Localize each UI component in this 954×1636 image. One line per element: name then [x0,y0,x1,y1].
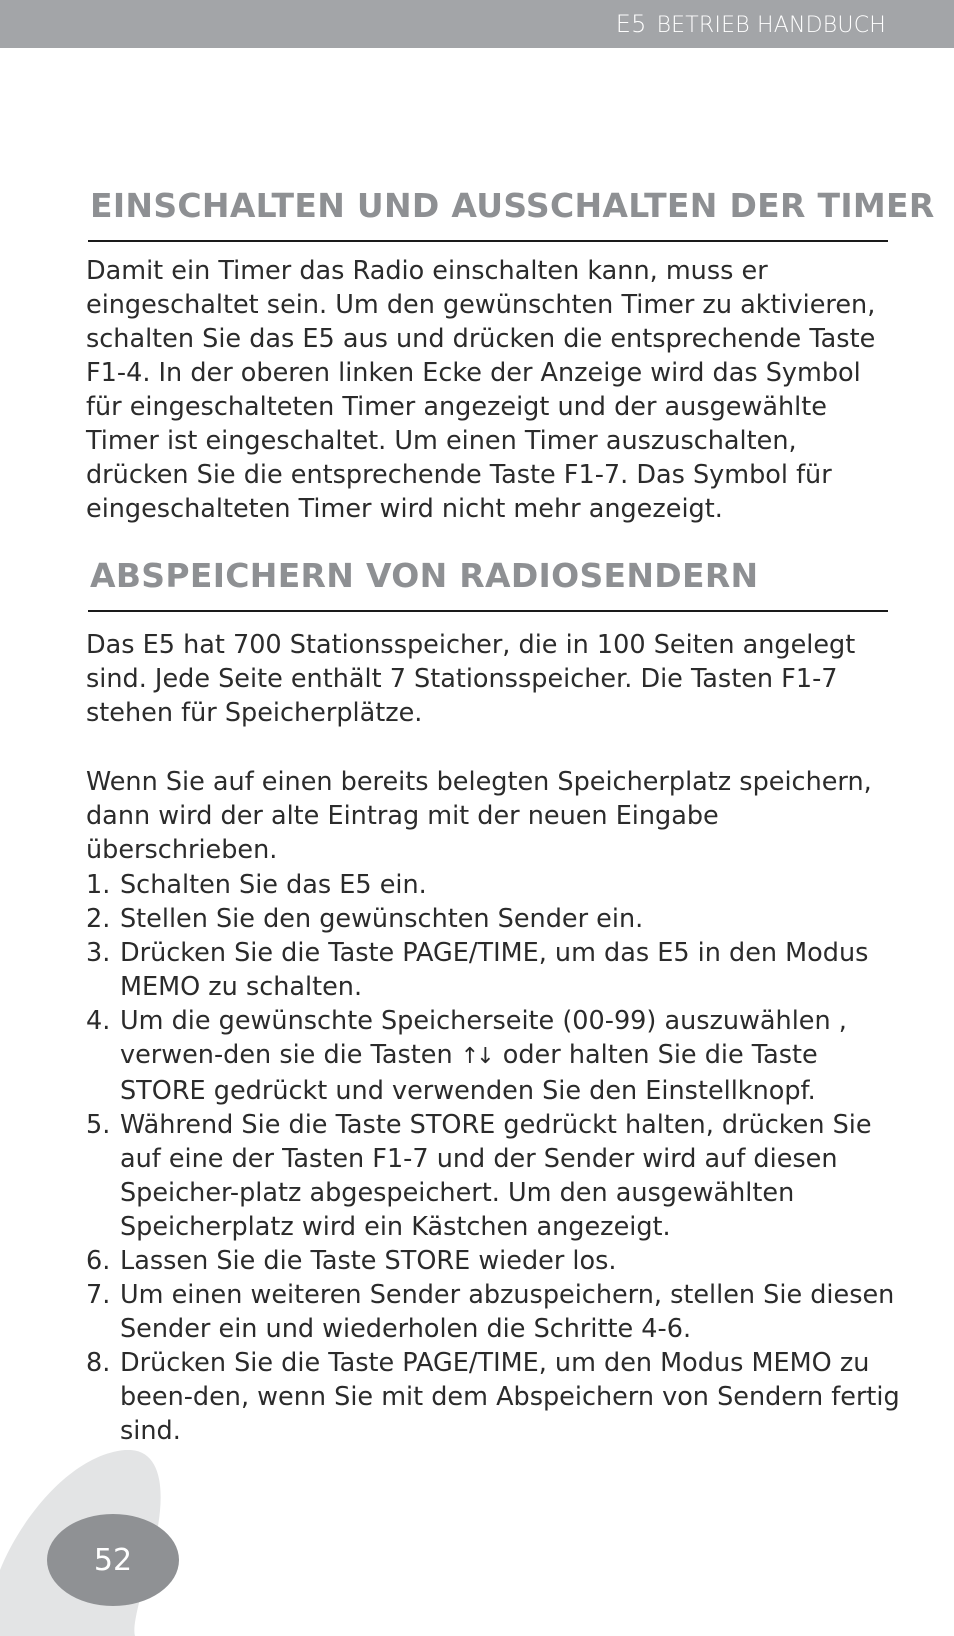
list-item: 4. Um die gewünschte Speicherseite (00-99) auszuwählen , verwen-den sie die Tasten ↑↓ oder halten Sie die Taste STORE gedrückt und verwenden Sie den Einstellknopf. [86,1006,847,1106]
page-number: 52 [93,1542,133,1578]
list-item: 3. Drücken Sie die Taste PAGE/TIME, um das E5 in den Modus MEMO zu schalten. [86,938,869,1002]
list-item: 7. Um einen weiteren Sender abzuspeichern, stellen Sie diesen Sender ein und wiederholen die Schritte 4-6. [86,1280,895,1344]
timer-paragraph: Damit ein Timer das Radio einschalten kann, muss er eingeschaltet sein. Um den gewünschten Timer zu aktivieren, schalten Sie das E5 aus und drücken die entsprechende Taste F1-4. In der oberen linken Ecke der Anzeige wird das Symbol für eingeschalteten Timer angezeigt und der ausgewählte Timer ist eingeschaltet. Um einen Timer auszuschalten, drücken Sie die entsprechende Taste F1-7. Das Symbol für eingeschalteten Timer wird nicht mehr angezeigt. [86,256,876,524]
list-item: 6. Lassen Sie die Taste STORE wieder los. [86,1246,617,1276]
section-title-timer: EINSCHALTEN UND AUSSCHALTEN DER TIMER [90,186,935,225]
header-doc-title: BETRIEB HANDBUCH [656,13,886,38]
section-rule-storage [88,610,888,612]
header-model: E5 [615,10,647,38]
list-item: 2. Stellen Sie den gewünschten Sender ein. [86,904,644,934]
running-header [616,10,886,38]
list-item: 8. Drücken Sie die Taste PAGE/TIME, um den Modus MEMO zu been-den, wenn Sie mit dem Abspeichern von Sendern fertig sind. [86,1348,900,1446]
header-bar [0,0,954,48]
storage-overwrite-paragraph: Wenn Sie auf einen bereits belegten Speicherplatz speichern, dann wird der alte Eintrag mit der neuen Eingabe überschrieben. [86,767,872,865]
storage-intro-paragraph: Das E5 hat 700 Stationsspeicher, die in 100 Seiten angelegt sind. Jede Seite enthält 7 Stationsspeicher. Die Tasten F1-7 stehen für Speicherplätze. [86,630,856,728]
list-item: 1. Schalten Sie das E5 ein. [86,870,427,900]
section-title-storage: ABSPEICHERN VON RADIOSENDERN [90,556,759,595]
list-item: 5. Während Sie die Taste STORE gedrückt halten, drücken Sie auf eine der Tasten F1-7 und der Sender wird auf diesen Speicher-platz abgespeichert. Um den ausgewählten Speicherplatz wird ein Kästchen angezeigt. [86,1110,872,1242]
storage-steps-list [86,868,906,1448]
section-rule-timer [88,240,888,242]
up-down-arrows-icon: ↑↓ [460,1044,492,1069]
